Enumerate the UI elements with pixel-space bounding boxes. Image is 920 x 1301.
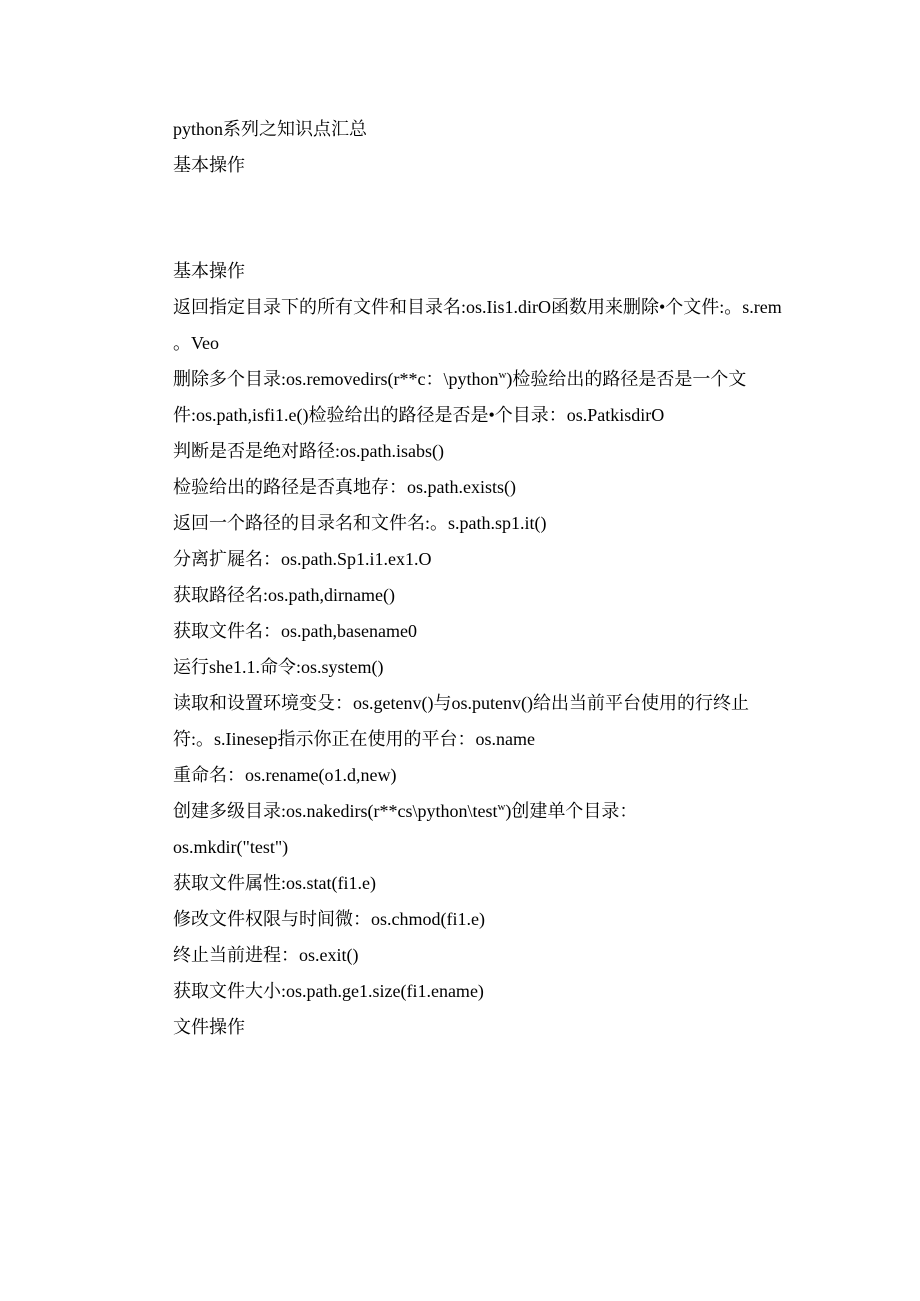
text-line: 判断是否是绝对路径:os.path.isabs() <box>173 441 444 461</box>
section-heading-basic-operations: 基本操作 <box>173 261 245 281</box>
text-line: 运行she1.1.命令:os.system() <box>173 657 384 677</box>
text-line: 获取文件大小:os.path.ge1.size(fi1.ename) <box>173 981 484 1001</box>
text-line: 符:。s.Iinesep指示你正在使用的平台：os.name <box>173 729 535 749</box>
text-segment: 创建多级目录:os.nakedirs(r**cs\python\test <box>173 801 498 821</box>
text-line: 返回指定目录下的所有文件和目录名:os.Iis1.dirO函数用来删除•个文件:。s.rem <box>173 297 782 317</box>
text-segment: 删除多个目录:os.removedirs(r**c：\python <box>173 369 499 389</box>
text-line: 获取文件属性:os.stat(fi1.e) <box>173 873 376 893</box>
text-segment: )检验给出的路径是否是一个文 <box>506 369 747 389</box>
text-line <box>173 799 793 823</box>
text-segment: )创建单个目录： <box>505 801 638 821</box>
text-line: 重命名：os.rename(o1.d,new) <box>173 765 397 785</box>
text-line: 修改文件权限与时间微：os.chmod(fi1.e) <box>173 909 485 929</box>
text-line: 获取路径名:os.path,dirname() <box>173 585 395 605</box>
text-line: 检验给出的路径是否真地存：os.path.exists() <box>173 477 516 497</box>
text-line: 。Veo <box>173 333 219 353</box>
section-heading-file-operations: 文件操作 <box>173 1017 245 1037</box>
text-line: 读取和设置环境变殳：os.getenv()与os.putenv()给出当前平台使用的行终止 <box>173 693 749 713</box>
superscript-mark: w <box>497 801 506 813</box>
text-line: 终止当前进程：os.exit() <box>173 945 359 965</box>
document-subtitle: 基本操作 <box>173 155 245 175</box>
text-line: 返回一个路径的目录名和文件名:。s.path.sp1.it() <box>173 513 547 533</box>
text-line: 获取文件名：os.path,basename0 <box>173 621 417 641</box>
text-line: 分离扩屣名：os.path.Sp1.i1.ex1.O <box>173 549 432 569</box>
text-line <box>173 367 793 391</box>
superscript-mark: w <box>498 369 507 381</box>
text-line: 件:os.path,isfi1.e()检验给出的路径是否是•个目录：os.PatkisdirO <box>173 405 665 425</box>
text-line: os.mkdir("test") <box>173 837 289 857</box>
document-title: python系列之知识点汇总 <box>173 119 368 139</box>
